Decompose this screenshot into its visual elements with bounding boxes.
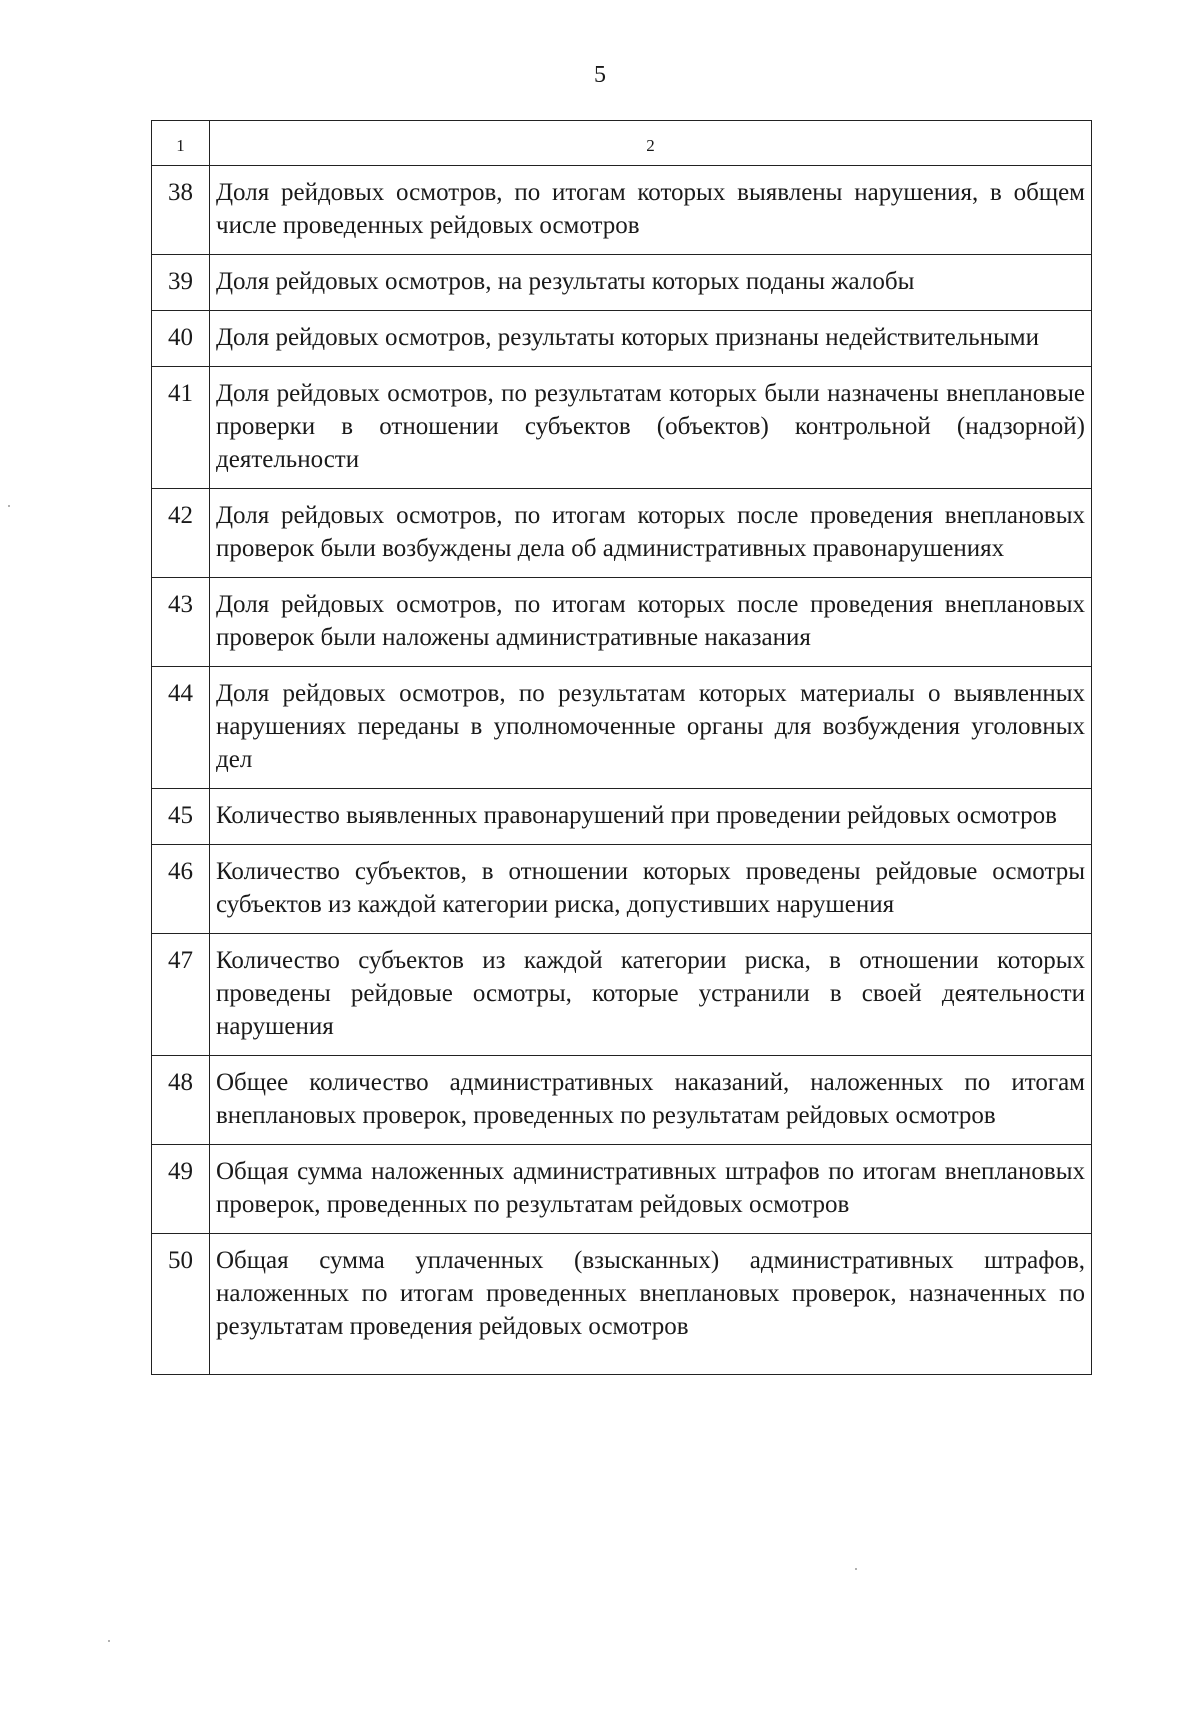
row-number: 39 bbox=[152, 255, 210, 311]
table-header-row bbox=[152, 121, 1092, 166]
table-row bbox=[152, 1056, 1092, 1145]
row-number: 45 bbox=[152, 789, 210, 845]
row-number: 40 bbox=[152, 311, 210, 367]
row-text: Доля рейдовых осмотров, по результатам которых были назначены внеплановые проверки в отношении субъектов (объектов) контрольной (надзорной) деятельности bbox=[210, 367, 1092, 489]
row-number: 38 bbox=[152, 166, 210, 255]
row-number: 41 bbox=[152, 367, 210, 489]
table-row bbox=[152, 789, 1092, 845]
row-text: Количество выявленных правонарушений при проведении рейдовых осмотров bbox=[210, 789, 1092, 845]
row-number: 42 bbox=[152, 489, 210, 578]
header-col-2: 2 bbox=[210, 121, 1092, 166]
row-text: Общее количество административных наказаний, наложенных по итогам внеплановых проверок, проведенных по результатам рейдовых осмотров bbox=[210, 1056, 1092, 1145]
row-text: Доля рейдовых осмотров, результаты которых признаны недействительными bbox=[210, 311, 1092, 367]
page-number: 5 bbox=[594, 62, 606, 88]
row-text: Общая сумма наложенных административных штрафов по итогам внеплановых проверок, проведенных по результатам рейдовых осмотров bbox=[210, 1145, 1092, 1234]
scan-speck bbox=[108, 1640, 110, 1642]
row-number: 49 bbox=[152, 1145, 210, 1234]
row-text: Количество субъектов из каждой категории риска, в отношении которых проведены рейдовые осмотры, которые устранили в своей деятельности нарушения bbox=[210, 934, 1092, 1056]
row-number: 48 bbox=[152, 1056, 210, 1145]
row-text: Доля рейдовых осмотров, по итогам которых выявлены нарушения, в общем числе проведенных рейдовых осмотров bbox=[210, 166, 1092, 255]
row-text: Количество субъектов, в отношении которых проведены рейдовые осмотры субъектов из каждой категории риска, допустивших нарушения bbox=[210, 845, 1092, 934]
table-row bbox=[152, 367, 1092, 489]
row-number: 47 bbox=[152, 934, 210, 1056]
table-row bbox=[152, 667, 1092, 789]
table-row bbox=[152, 845, 1092, 934]
table-row bbox=[152, 1234, 1092, 1375]
header-col-1: 1 bbox=[152, 121, 210, 166]
table-row bbox=[152, 489, 1092, 578]
table-row bbox=[152, 578, 1092, 667]
row-number: 50 bbox=[152, 1234, 210, 1375]
table-row bbox=[152, 255, 1092, 311]
row-text: Доля рейдовых осмотров, на результаты которых поданы жалобы bbox=[210, 255, 1092, 311]
table-row bbox=[152, 166, 1092, 255]
row-number: 46 bbox=[152, 845, 210, 934]
table-row bbox=[152, 1145, 1092, 1234]
indicators-table bbox=[151, 120, 1092, 1375]
scan-speck bbox=[855, 1568, 857, 1570]
row-text: Доля рейдовых осмотров, по результатам которых материалы о выявленных нарушениях переданы в уполномоченные органы для возбуждения уголовных дел bbox=[210, 667, 1092, 789]
scan-speck bbox=[8, 505, 10, 507]
row-number: 44 bbox=[152, 667, 210, 789]
row-text: Доля рейдовых осмотров, по итогам которых после проведения внеплановых проверок были возбуждены дела об административных правонарушениях bbox=[210, 489, 1092, 578]
row-number: 43 bbox=[152, 578, 210, 667]
row-text: Общая сумма уплаченных (взысканных) административных штрафов, наложенных по итогам проведенных внеплановых проверок, назначенных по результатам проведения рейдовых осмотров bbox=[210, 1234, 1092, 1375]
table-row bbox=[152, 934, 1092, 1056]
table-row bbox=[152, 311, 1092, 367]
row-text: Доля рейдовых осмотров, по итогам которых после проведения внеплановых проверок были наложены административные наказания bbox=[210, 578, 1092, 667]
